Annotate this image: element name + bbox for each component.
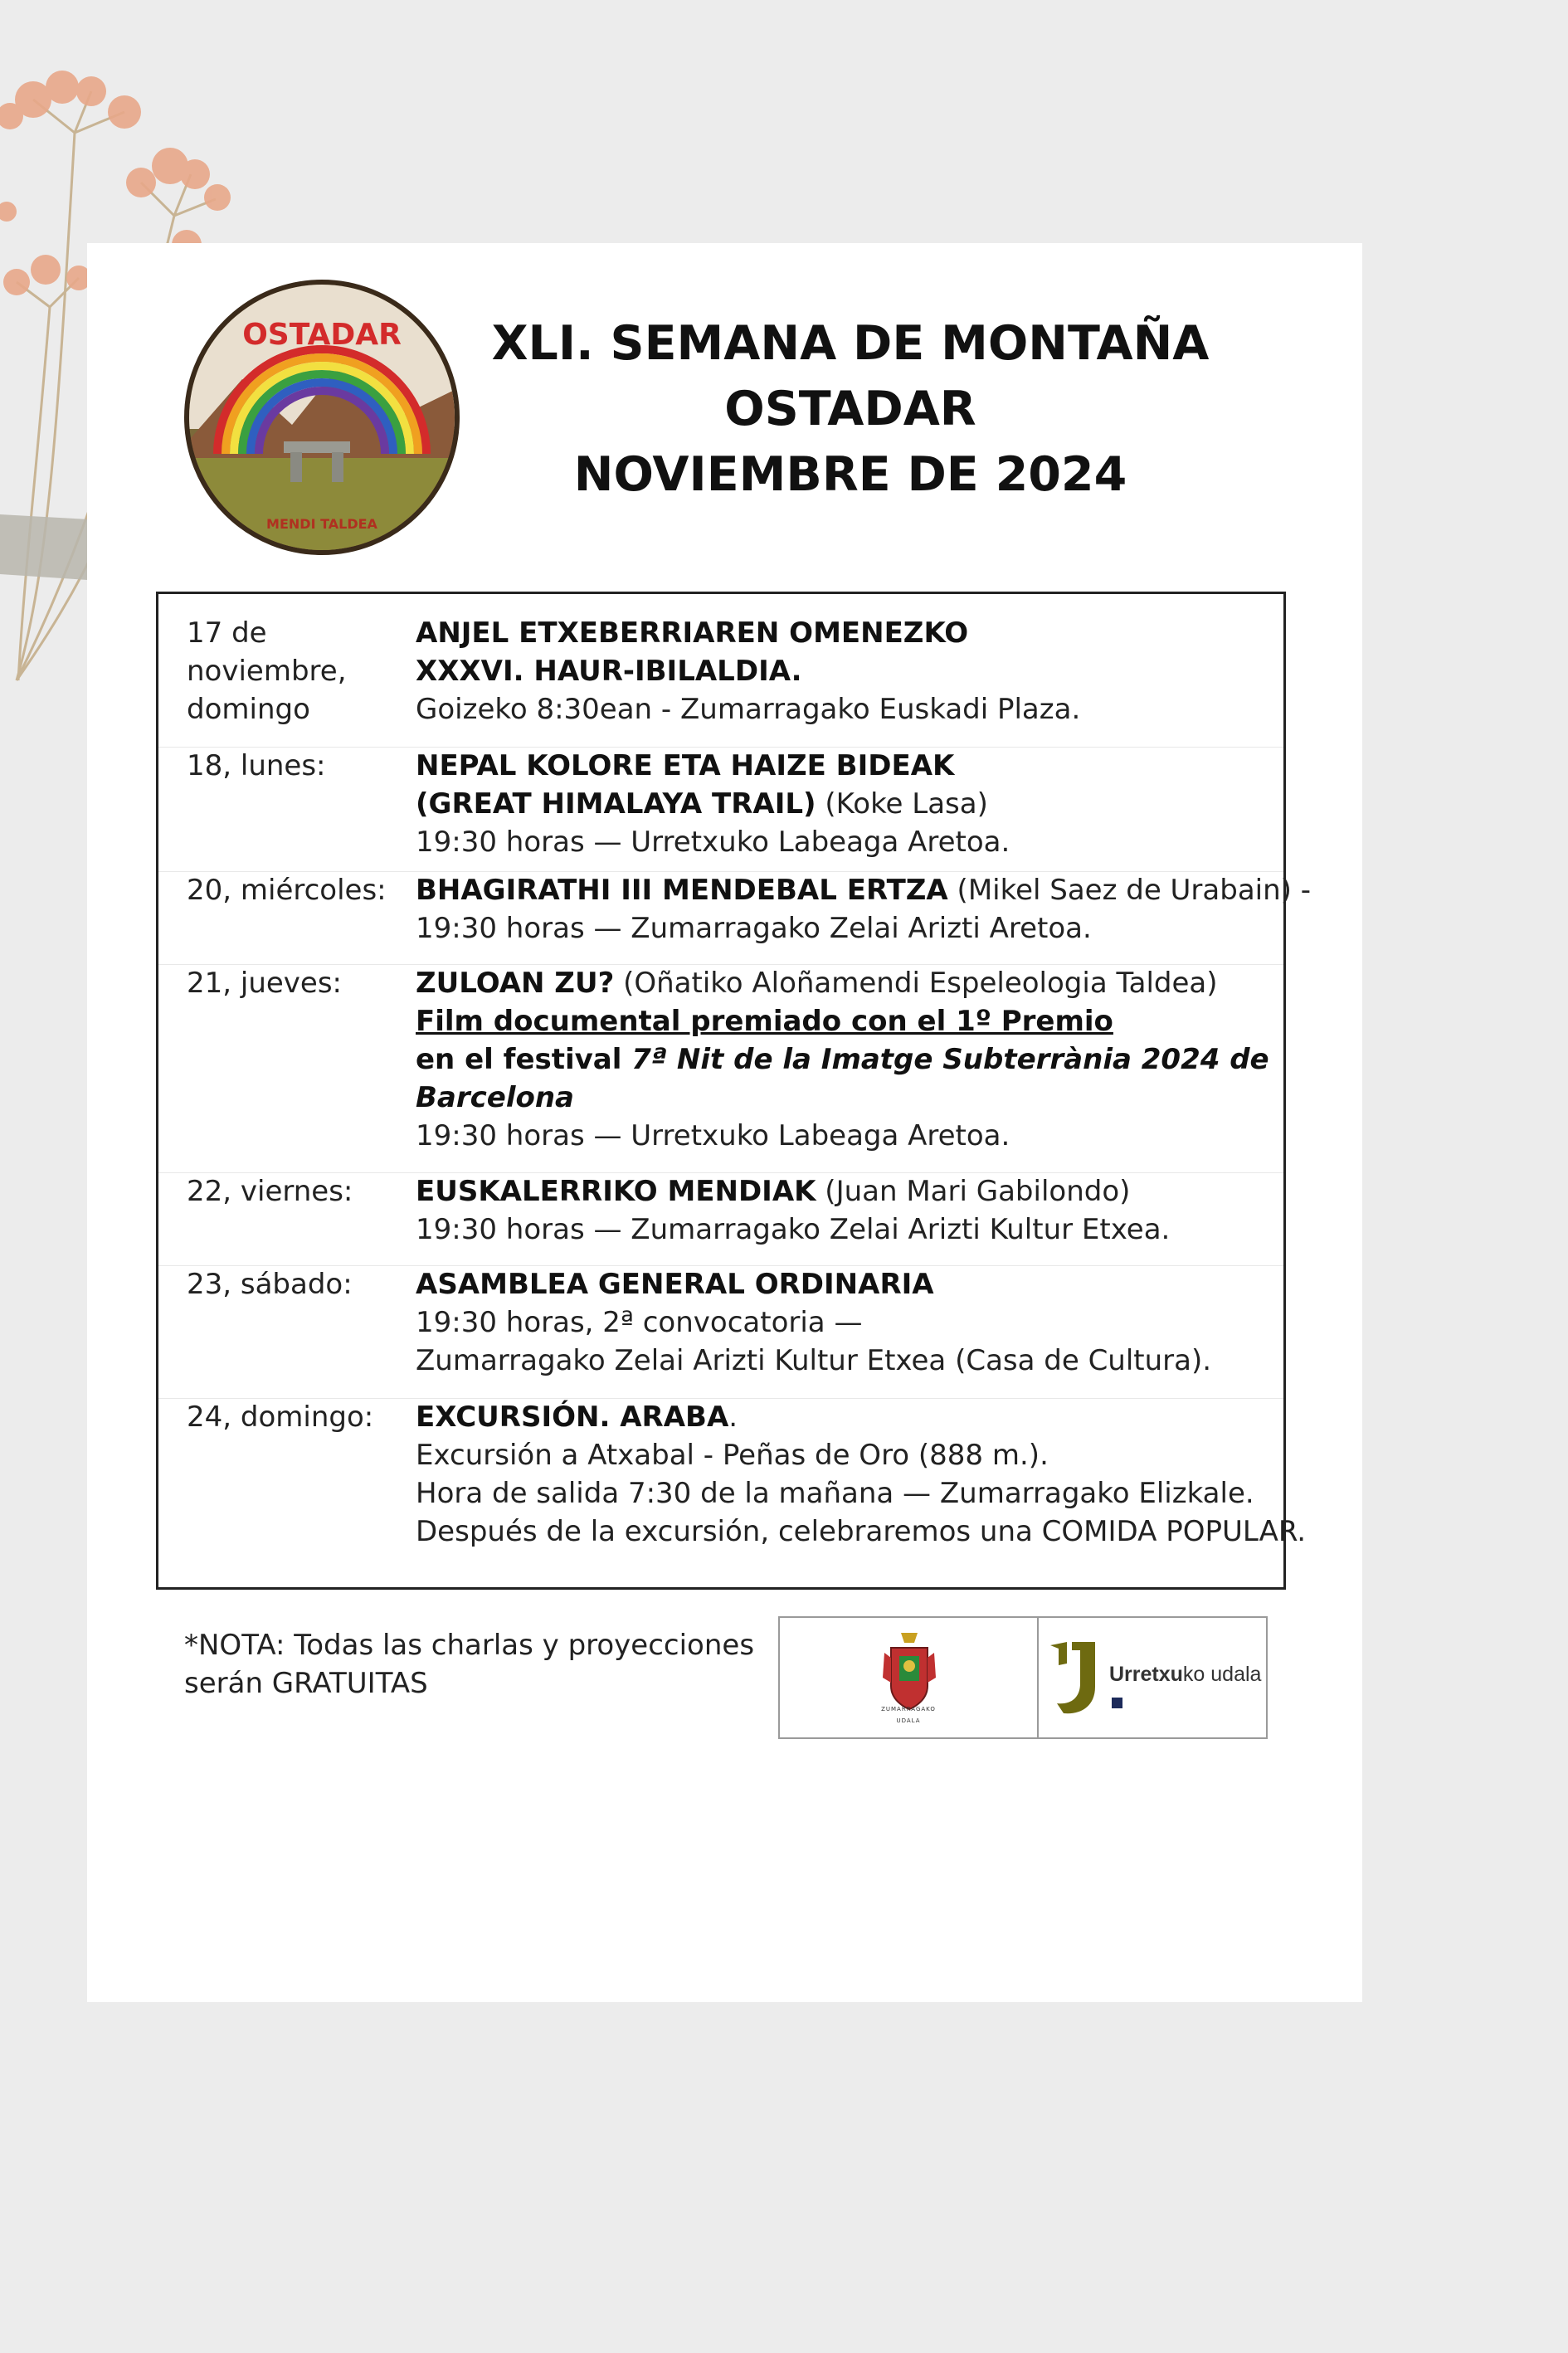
schedule-row xyxy=(158,1398,1307,1581)
schedule-row xyxy=(158,747,1283,872)
schedule-date-line: 17 de xyxy=(187,616,267,650)
schedule-date-line: 24, domingo: xyxy=(187,1401,374,1434)
poster-title xyxy=(465,311,1236,508)
schedule-date-line: 21, jueves: xyxy=(187,967,342,1000)
schedule-date-line: 18, lunes: xyxy=(187,749,326,782)
schedule-table xyxy=(156,592,1312,1590)
note-line-1: *NOTA: Todas las charlas y proyecciones xyxy=(184,1629,755,1662)
schedule-description-line xyxy=(416,871,1312,909)
schedule-text-segment: 19:30 horas — Zumarragako Zelai Arizti Kultur Etxea. xyxy=(416,1213,1171,1246)
schedule-description-line xyxy=(416,1040,1278,1079)
schedule-text-segment: ZULOAN ZU? xyxy=(416,967,615,1000)
schedule-description-line xyxy=(416,1342,1278,1380)
schedule-text-segment: Film documental premiado con el 1º Premio xyxy=(416,1005,1113,1038)
schedule-date xyxy=(187,871,394,909)
title-line-1: XLI. SEMANA DE MONTAÑA xyxy=(491,316,1210,371)
schedule-description-line xyxy=(416,1513,1307,1551)
schedule-description xyxy=(416,964,1278,1155)
schedule-text-segment: 19:30 horas — Zumarragako Zelai Arizti Aretoa. xyxy=(416,912,1092,945)
schedule-description-line xyxy=(416,614,1278,652)
urretxu-wordmark xyxy=(1109,1663,1261,1687)
urretxu-wordmark-bold: Urretxu xyxy=(1109,1663,1183,1686)
schedule-description-line xyxy=(416,964,1278,1002)
schedule-description-line xyxy=(416,1436,1278,1474)
schedule-text-segment: ANJEL ETXEBERRIAREN OMENEZKO xyxy=(416,616,969,650)
schedule-text-segment: (Mikel Saez de Urabain) - xyxy=(947,874,1312,907)
zumarraga-crest-icon xyxy=(879,1628,939,1729)
schedule-description-line xyxy=(416,1002,1278,1040)
logo-bottom-text: MENDI TALDEA xyxy=(266,516,377,532)
schedule-date xyxy=(187,1398,394,1436)
schedule-description xyxy=(416,1172,1278,1249)
urretxu-logo-icon xyxy=(1047,1639,1098,1717)
schedule-date-line: 20, miércoles: xyxy=(187,874,387,907)
schedule-row xyxy=(158,964,1283,1173)
schedule-text-segment: ASAMBLEA GENERAL ORDINARIA xyxy=(416,1268,934,1301)
schedule-description-line xyxy=(416,1172,1278,1211)
schedule-text-segment: (Koke Lasa) xyxy=(816,787,988,821)
schedule-description-line xyxy=(416,823,1278,861)
note-line-2: serán GRATUITAS xyxy=(184,1667,428,1700)
schedule-description-line xyxy=(416,1265,1278,1303)
schedule-text-segment: 7ª Nit de la Imatge Subterrània 2024 de xyxy=(631,1043,1269,1076)
schedule-row xyxy=(158,1265,1283,1399)
schedule-text-segment: BHAGIRATHI III MENDEBAL ERTZA xyxy=(416,874,948,907)
schedule-text-segment: XXXVI. HAUR-IBILALDIA. xyxy=(416,655,802,688)
schedule-description-line xyxy=(416,785,1278,823)
schedule-text-segment: Barcelona xyxy=(416,1081,575,1114)
schedule-text-segment: (GREAT HIMALAYA TRAIL) xyxy=(416,787,816,821)
schedule-date xyxy=(187,747,394,785)
schedule-row xyxy=(158,871,1312,965)
free-entry-note xyxy=(184,1626,782,1703)
title-line-3: NOVIEMBRE DE 2024 xyxy=(573,447,1127,502)
schedule-description-line xyxy=(416,652,1278,690)
schedule-text-segment: en el festival xyxy=(416,1043,632,1076)
schedule-description-line xyxy=(416,1079,1278,1117)
schedule-date xyxy=(187,1265,394,1303)
schedule-description-line xyxy=(416,1117,1278,1155)
schedule-date-line: domingo xyxy=(187,693,310,726)
schedule-text-segment: NEPAL KOLORE ETA HAIZE BIDEAK xyxy=(416,749,955,782)
sponsor-divider xyxy=(1037,1618,1039,1737)
schedule-description xyxy=(416,614,1278,728)
schedule-description-line xyxy=(416,1211,1278,1249)
schedule-text-segment: 19:30 horas — Urretxuko Labeaga Aretoa. xyxy=(416,826,1010,859)
logo-top-text: OSTADAR xyxy=(242,318,402,352)
schedule-text-segment: (Oñatiko Aloñamendi Espeleologia Taldea) xyxy=(614,967,1218,1000)
zumarraga-sub: UDALA xyxy=(896,1717,921,1724)
schedule-description xyxy=(416,747,1278,861)
urretxu-wordmark-rest: ko udala xyxy=(1182,1663,1262,1686)
schedule-text-segment: Después de la excursión, celebraremos una COMIDA POPULAR. xyxy=(416,1515,1307,1548)
schedule-date xyxy=(187,1172,394,1211)
schedule-text-segment: Excursión a Atxabal - Peñas de Oro (888 m.). xyxy=(416,1439,1049,1472)
schedule-description-line xyxy=(416,690,1278,728)
schedule-description-line xyxy=(416,747,1278,785)
schedule-description xyxy=(416,1265,1278,1380)
schedule-text-segment: . xyxy=(728,1401,738,1434)
schedule-row xyxy=(158,614,1283,748)
schedule-text-segment: 19:30 horas, 2ª convocatoria — xyxy=(416,1306,863,1339)
schedule-description-line xyxy=(416,1303,1278,1342)
sponsor-logos xyxy=(778,1616,1268,1739)
schedule-text-segment: Goizeko 8:30ean - Zumarragako Euskadi Plaza. xyxy=(416,693,1081,726)
schedule-description xyxy=(416,871,1312,948)
schedule-text-segment: Zumarragako Zelai Arizti Kultur Etxea (Casa de Cultura). xyxy=(416,1344,1212,1377)
schedule-text-segment: (Juan Mari Gabilondo) xyxy=(816,1175,1131,1208)
schedule-description-line xyxy=(416,1398,1278,1436)
schedule-text-segment: 19:30 horas — Urretxuko Labeaga Aretoa. xyxy=(416,1119,1010,1152)
schedule-description xyxy=(416,1398,1307,1551)
schedule-description-line xyxy=(416,1474,1278,1513)
schedule-date xyxy=(187,964,394,1002)
schedule-text-segment: Hora de salida 7:30 de la mañana — Zumarragako Elizkale. xyxy=(416,1477,1254,1510)
ostadar-club-logo xyxy=(184,280,460,555)
schedule-description-line xyxy=(416,909,1278,948)
schedule-text-segment: EUSKALERRIKO MENDIAK xyxy=(416,1175,816,1208)
schedule-date xyxy=(187,614,394,728)
schedule-date-line: 22, viernes: xyxy=(187,1175,353,1208)
zumarraga-name: ZUMARRAGAKO xyxy=(881,1706,936,1712)
schedule-text-segment: EXCURSIÓN. ARABA xyxy=(416,1401,729,1434)
schedule-date-line: noviembre, xyxy=(187,655,347,688)
schedule-date-line: 23, sábado: xyxy=(187,1268,353,1301)
schedule-row xyxy=(158,1172,1283,1266)
title-line-2: OSTADAR xyxy=(724,382,976,436)
urretxu-square-icon xyxy=(1112,1698,1122,1708)
